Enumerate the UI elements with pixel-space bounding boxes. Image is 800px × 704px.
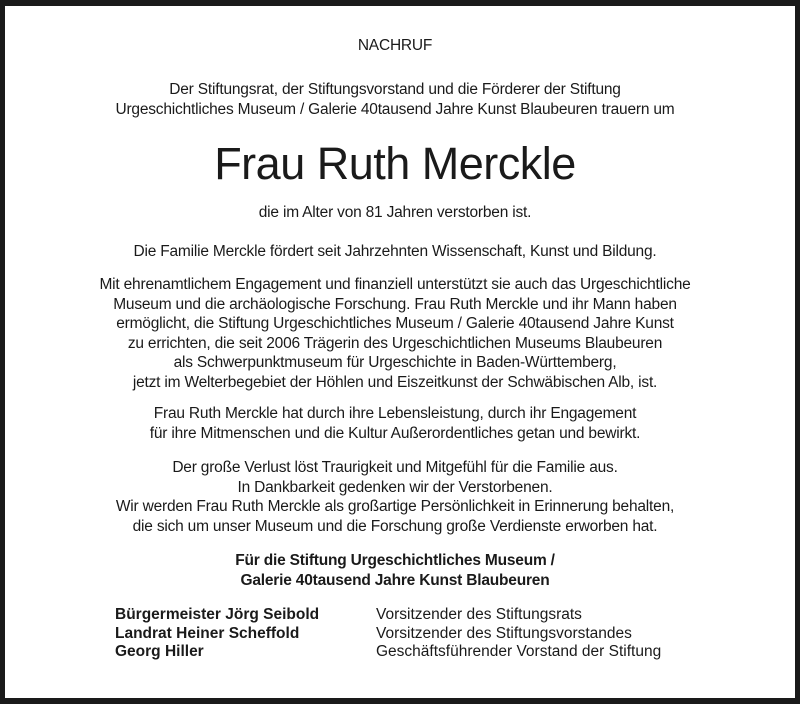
text-line: für ihre Mitmenschen und die Kultur Außerordentliches getan und bewirkt. [149,424,641,442]
text-line: Für die Stiftung Urgeschichtliches Museum / [235,552,555,569]
text-line: ermöglicht, die Stiftung Urgeschichtliches Museum / Galerie 40tausend Jahre Kunst [116,315,674,332]
text-line: Der große Verlust löst Traurigkeit und Mitgefühl für die Familie aus. [172,459,618,476]
text-line: Mit ehrenamtlichem Engagement und finanziell unterstützt sie auch das Urgeschichtliche [99,276,691,293]
signatory-roles [376,606,661,662]
intro-line: Der Stiftungsrat, der Stiftungsvorstand und die Förderer der Stiftung [169,81,621,98]
heading-text: NACHRUF [357,37,433,54]
text-line: als Schwerpunktmuseum für Urgeschichte in Baden-Württemberg, [173,354,617,371]
paragraph-loss [0,458,795,536]
text-line: die sich um unser Museum und die Forschung große Verdienste erworben hat. [132,517,658,535]
paragraph-life [0,404,795,443]
intro-line: Urgeschichtliches Museum / Galerie 40tausend Jahre Kunst Blaubeuren trauern um [115,100,675,118]
signatory-names [115,606,319,662]
heading [0,36,795,56]
text-line: Wir werden Frau Ruth Merckle als großartige Persönlichkeit in Erinnerung behalten, [115,498,675,515]
text-line: Frau Ruth Merckle hat durch ihre Lebensleistung, durch ihr Engagement [153,405,637,422]
family-line-text: Die Familie Merckle fördert seit Jahrzehnten Wissenschaft, Kunst und Bildung. [133,243,657,260]
deceased-name [0,139,795,189]
signatory-name: Bürgermeister Jörg Seibold [115,606,320,623]
text-line: Museum und die archäologische Forschung. Frau Ruth Merckle und ihr Mann haben [113,295,677,313]
family-line [0,242,795,262]
text-line: In Dankbarkeit gedenken wir der Verstorbenen. [237,478,553,496]
signatory-role: Vorsitzender des Stiftungsvorstandes [376,624,632,642]
signatory-role: Geschäftsführender Vorstand der Stiftung [376,643,662,660]
paragraph-engagement [0,275,795,392]
signatory-name: Georg Hiller [115,643,204,660]
signatory-role: Vorsitzender des Stiftungsrats [376,606,582,623]
intro [0,80,795,119]
text-line: jetzt im Welterbegebiet der Höhlen und Eiszeitkunst der Schwäbischen Alb, ist. [132,373,658,391]
signatory-name: Landrat Heiner Scheffold [115,624,300,642]
text-line: Galerie 40tausend Jahre Kunst Blaubeuren [240,571,550,589]
text-line: zu errichten, die seit 2006 Trägerin des Urgeschichtlichen Museums Blaubeuren [127,334,663,352]
age-line-text: die im Alter von 81 Jahren verstorben ist. [258,204,532,221]
deceased-name-text: Frau Ruth Merckle [214,138,576,189]
age-line [0,203,795,223]
on-behalf-of [0,551,795,590]
